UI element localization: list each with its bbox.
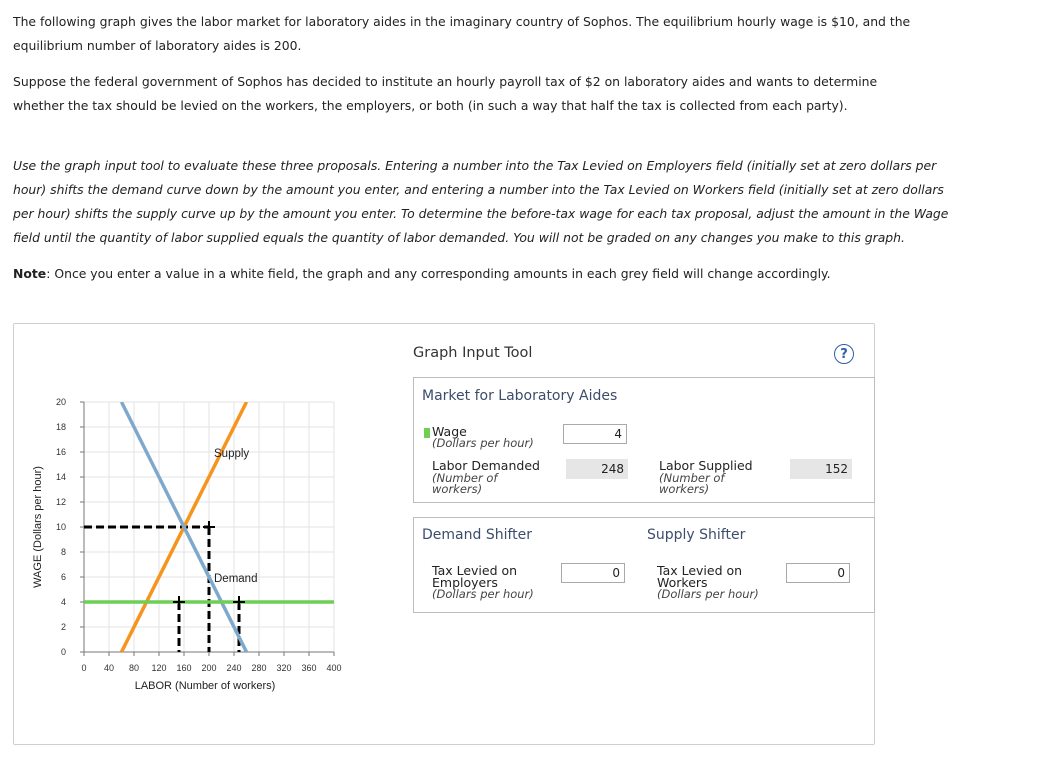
- y-tick-label: 0: [60, 647, 66, 657]
- wage-input[interactable]: 4: [563, 424, 627, 444]
- help-icon[interactable]: ?: [834, 344, 854, 364]
- intro-p1-line2: equilibrium number of laboratory aides is 200.: [13, 38, 302, 53]
- wage-label: Wage: [432, 424, 467, 439]
- intro-p3-line2: hour) shifts the demand curve down by the amount you enter, and entering a number into the Tax Levied on Workers field (initially set at zero dollars: [13, 182, 944, 197]
- labor-demanded-label: Labor Demanded: [432, 458, 540, 473]
- y-tick-label: 14: [55, 472, 66, 482]
- x-tick-label: 80: [128, 663, 140, 673]
- y-tick-label: 12: [55, 497, 66, 507]
- y-tick-label: 16: [55, 447, 66, 457]
- x-tick-label: 320: [276, 663, 292, 673]
- y-tick-label: 4: [60, 597, 66, 607]
- wage-units: (Dollars per hour): [432, 436, 534, 450]
- x-tick-label: 0: [81, 663, 87, 673]
- labor-demanded-units-2: workers): [432, 482, 483, 496]
- note-text: : Once you enter a value in a white field, the graph and any corresponding amounts in each grey field will change accordingly.: [46, 266, 831, 281]
- y-axis-title: WAGE (Dollars per hour): [32, 466, 44, 588]
- intro-p3-line1: Use the graph input tool to evaluate these three proposals. Entering a number into the Tax Levied on Employers field (initially set at zero dollars per: [13, 158, 937, 173]
- intro-p2-line1: Suppose the federal government of Sophos has decided to institute an hourly payroll tax of $2 on laboratory aides and wants to determine: [13, 74, 878, 89]
- employers-tax-input[interactable]: 0: [561, 563, 625, 583]
- x-tick-label: 360: [301, 663, 317, 673]
- note-label: Note: [13, 266, 47, 281]
- y-tick-label: 10: [55, 522, 66, 532]
- intro-p3-line4: field until the quantity of labor supplied equals the quantity of labor demanded. You will not be graded on any changes you make to this graph.: [13, 230, 905, 245]
- workers-tax-input[interactable]: 0: [786, 563, 850, 583]
- labor-supplied-units-1: (Number of: [659, 471, 725, 485]
- labor-supplied-value: 152: [790, 459, 852, 479]
- y-tick-label: 2: [60, 622, 66, 632]
- x-tick-label: 40: [103, 663, 115, 673]
- x-tick-label: 240: [226, 663, 242, 673]
- workers-tax-label-2: Workers: [657, 575, 708, 590]
- employers-tax-label-2: Employers: [432, 575, 498, 590]
- workers-tax-label-1: Tax Levied on: [657, 563, 743, 578]
- supply-label: Supply: [214, 448, 250, 460]
- x-tick-label: 200: [201, 663, 217, 673]
- intro-p3-line3: per hour) shifts the supply curve up by the amount you enter. To determine the before-tax wage for each tax proposal, adjust the amount in the Wage: [13, 206, 949, 221]
- employers-tax-units: (Dollars per hour): [432, 587, 534, 601]
- demand-label: Demand: [214, 573, 258, 585]
- employers-tax-label-1: Tax Levied on: [432, 563, 518, 578]
- demand-shifter-title: Demand Shifter: [422, 527, 533, 543]
- labor-supplied-label: Labor Supplied: [659, 458, 753, 473]
- graph-input-tool-title: Graph Input Tool: [413, 345, 533, 361]
- labor-supplied-units-2: workers): [659, 482, 710, 496]
- workers-tax-units: (Dollars per hour): [657, 587, 759, 601]
- x-tick-label: 120: [151, 663, 167, 673]
- market-title: Market for Laboratory Aides: [422, 388, 618, 404]
- x-tick-label: 280: [251, 663, 267, 673]
- y-tick-label: 18: [55, 422, 66, 432]
- labor-demanded-units-1: (Number of: [432, 471, 498, 485]
- supply-shifter-title: Supply Shifter: [647, 527, 746, 543]
- y-tick-label: 8: [60, 547, 66, 557]
- intro-p1-line1: The following graph gives the labor market for laboratory aides in the imaginary country of Sophos. The equilibrium hourly wage is $10, and the: [13, 14, 911, 29]
- demand-curve: [122, 402, 260, 677]
- y-tick-label: 20: [55, 397, 66, 407]
- labor-demanded-value: 248: [566, 459, 628, 479]
- y-tick-label: 6: [60, 572, 66, 582]
- x-tick-label: 160: [176, 663, 192, 673]
- x-tick-label: 400: [326, 663, 342, 673]
- wage-legend-swatch: [424, 428, 430, 438]
- x-axis-title: LABOR (Number of workers): [134, 680, 276, 692]
- intro-p2-line2: whether the tax should be levied on the workers, the employers, or both (in such a way that half the tax is collected from each party).: [13, 98, 848, 113]
